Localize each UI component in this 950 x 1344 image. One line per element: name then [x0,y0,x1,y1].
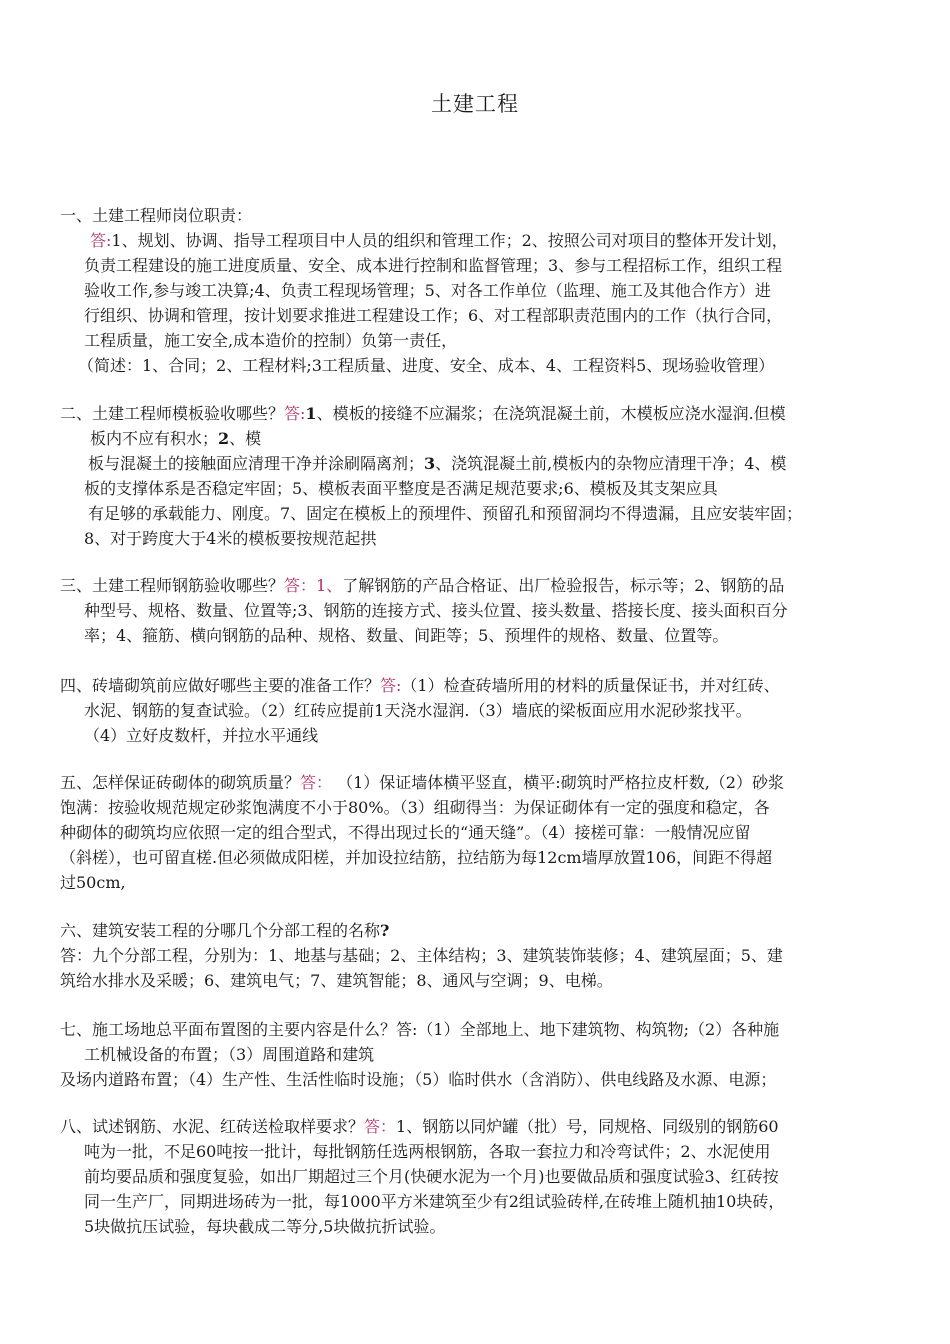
answer-1-line-2: 负责工程建设的施工进度质量、安全、成本进行控制和监督管理；3、参与工程招标工作，组织工程 [84,256,783,275]
answer-2-line-4: 板的支撑体系是否稳定牢固；5、模板表面平整度是否满足规范要求;6、模板及其支架应具 [84,479,718,498]
answer-8-line-3: 前均要品质和强度复验，如出厂期超过三个月(快硬水泥为一个月)也要做品质和强度试验3、红砖按 [84,1167,779,1186]
question-2-line-1 [60,401,930,426]
question-6-text: 六、建筑安装工程的分哪几个分部工程的名称 [60,921,381,940]
answer-text: （1）检查砖墙所用的材料的质量保证书，并对红砖、 [401,676,780,695]
answer-label: 答: [380,676,402,695]
answer-3-line-2: 种型号、规格、数量、位置等;3、钢筋的连接方式、接头位置、接头数量、搭接长度、接头面积百分 [84,601,788,620]
document-title: 土建工程 [431,92,519,116]
answer-7-line-3: 及场内道路布置；（4）生产性、生活性临时设施；（5）临时供水（含消防）、供电线路及水源、电源； [60,1070,777,1089]
answer-4-line-3: （4）立好皮数杆，并拉水平通线 [84,726,319,745]
answer-text: 板与混凝土的接触面应清理干净并涂刷隔离剂； [88,454,425,473]
answer-label: 答: [284,404,306,423]
question-3-line-1 [60,573,930,598]
section-job-duties [60,203,930,378]
section-masonry-quality [60,770,930,895]
item-number: 2 [218,429,230,448]
answer-text: 、浇筑混凝土前,模板内的杂物应清理干净；4、模 [435,454,787,473]
answer-text: 1、钢筋以同炉罐（批）号，同规格、同级别的钢筋60 [396,1117,779,1136]
question-4-line-1 [60,673,930,698]
question-3: 三、土建工程师钢筋验收哪些？ [60,576,285,595]
question-8: 八、试述钢筋、水泥、红砖送检取样要求？ [60,1117,365,1136]
answer-label: 答：1、 [284,576,343,595]
question-4: 四、砖墙砌筑前应做好哪些主要的准备工作？ [60,676,381,695]
section-sub-projects [60,918,930,993]
answer-8-line-4: 同一生产厂，同期进场砖为一批，每1000平方米建筑至少有2组试验砖样,在砖堆上随机抽10块砖， [84,1192,785,1211]
answer-text: 、模板的接缝不应漏浆；在浇筑混凝土前，木模板应浇水湿润.但模 [316,404,786,423]
answer-1-summary: （简述：1、合同；2、工程材料;3工程质量、进度、安全、成本、4、工程资料5、现场验收管理） [78,356,775,375]
section-sampling-requirements [60,1114,930,1239]
section-rebar-inspection [60,573,930,648]
answer-text: 板内不应有积水； [90,429,219,448]
item-number: 3 [424,454,436,473]
answer-2-line-5: 有足够的承载能力、刚度。7、固定在模板上的预埋件、预留孔和预留洞均不得遗漏，且应安装牢固； [88,504,803,523]
question-mark: ? [380,921,390,940]
answer-label: 答: [90,231,112,250]
answer-text: （1）保证墙体横平竖直，横平:砌筑时严格拉皮杆数,（2）砂浆 [332,773,784,792]
section-formwork-inspection [60,401,930,551]
answer-5-line-2: 饱满：按验收规范规定砂浆饱满度不小于80%。（3）组砌得当：为保证砌体有一定的强度和稳定，各 [60,798,770,817]
answer-2-line-2 [60,426,930,451]
answer-5-line-5: 过50cm, [60,873,126,892]
answer-text: 、模 [229,429,262,448]
answer-2-line-6: 8、对于跨度大于4米的模板要按规范起拱 [84,529,377,548]
answer-1-line-5: 工程质量，施工安全,成本造价的控制）负第一责任， [84,331,458,350]
answer-text: 了解钢筋的产品合格证、出厂检验报告，标示等；2、钢筋的品 [342,576,785,595]
answer-2-line-3 [60,451,930,476]
answer-1-line-1 [60,228,930,253]
answer-label: 答： [300,773,333,792]
answer-6-line-1: 答：九个分部工程，分别为：1、地基与基础；2、主体结构；3、建筑装饰装修；4、建筑屋面；5、建 [60,946,783,965]
question-2: 二、土建工程师模板验收哪些？ [60,404,285,423]
answer-5-line-3: 种砌体的砌筑均应依照一定的组合型式，不得出现过长的“通天缝”。（4）接槎可靠：一般情况应留 [60,823,751,842]
answer-1-line-4: 行组织、协调和管理，按计划要求推进工程建设工作；6、对工程部职责范围内的工作（执行合同， [84,306,783,325]
question-8-line-1 [60,1114,930,1139]
section-brick-preparation [60,673,930,748]
answer-5-line-4: （斜槎），也可留直槎.但必须做成阳槎，并加设拉结筋，拉结筋为每12cm墙厚放置106，间距不得超 [60,848,773,867]
answer-7-line-2: 工机械设备的布置；（3）周围道路和建筑 [84,1045,375,1064]
answer-8-line-2: 吨为一批，不足60吨按一批计，每批钢筋任选两根钢筋，各取一套拉力和冷弯试件；2、水泥使用 [84,1142,771,1161]
item-number: 1 [305,404,317,423]
answer-6-line-2: 筑给水排水及采暖；6、建筑电气；7、建筑智能；8、通风与空调；9、电梯。 [60,971,613,990]
answer-3-line-3: 率；4、箍筋、横向钢筋的品种、规格、数量、间距等；5、预埋件的规格、数量、位置等。 [84,626,729,645]
question-1: 一、土建工程师岗位职责： [60,206,253,225]
answer-text: 1、规划、协调、指导工程项目中人员的组织和管理工作；2、按照公司对项目的整体开发计划， [111,231,788,250]
answer-8-line-5: 5块做抗压试验，每块截成二等分,5块做抗折试验。 [84,1217,446,1236]
answer-label: 答： [364,1117,397,1136]
answer-7-line-1: 七、施工场地总平面布置图的主要内容是什么？答:（1）全部地上、地下建筑物、构筑物;（2）各种施 [60,1020,780,1039]
section-site-layout [60,1017,930,1092]
answer-1-line-3: 验收工作,参与竣工决算;4、负责工程现场管理；5、对各工作单位（监理、施工及其他合作方）进 [84,281,771,300]
answer-4-line-2: 水泥、钢筋的复查试验。（2）红砖应提前1天浇水湿润.（3）墙底的梁板面应用水泥砂浆找平。 [84,701,752,720]
question-5-line-1 [60,770,930,795]
question-5: 五、怎样保证砖砌体的砌筑质量？ [60,773,301,792]
question-6 [60,918,930,943]
